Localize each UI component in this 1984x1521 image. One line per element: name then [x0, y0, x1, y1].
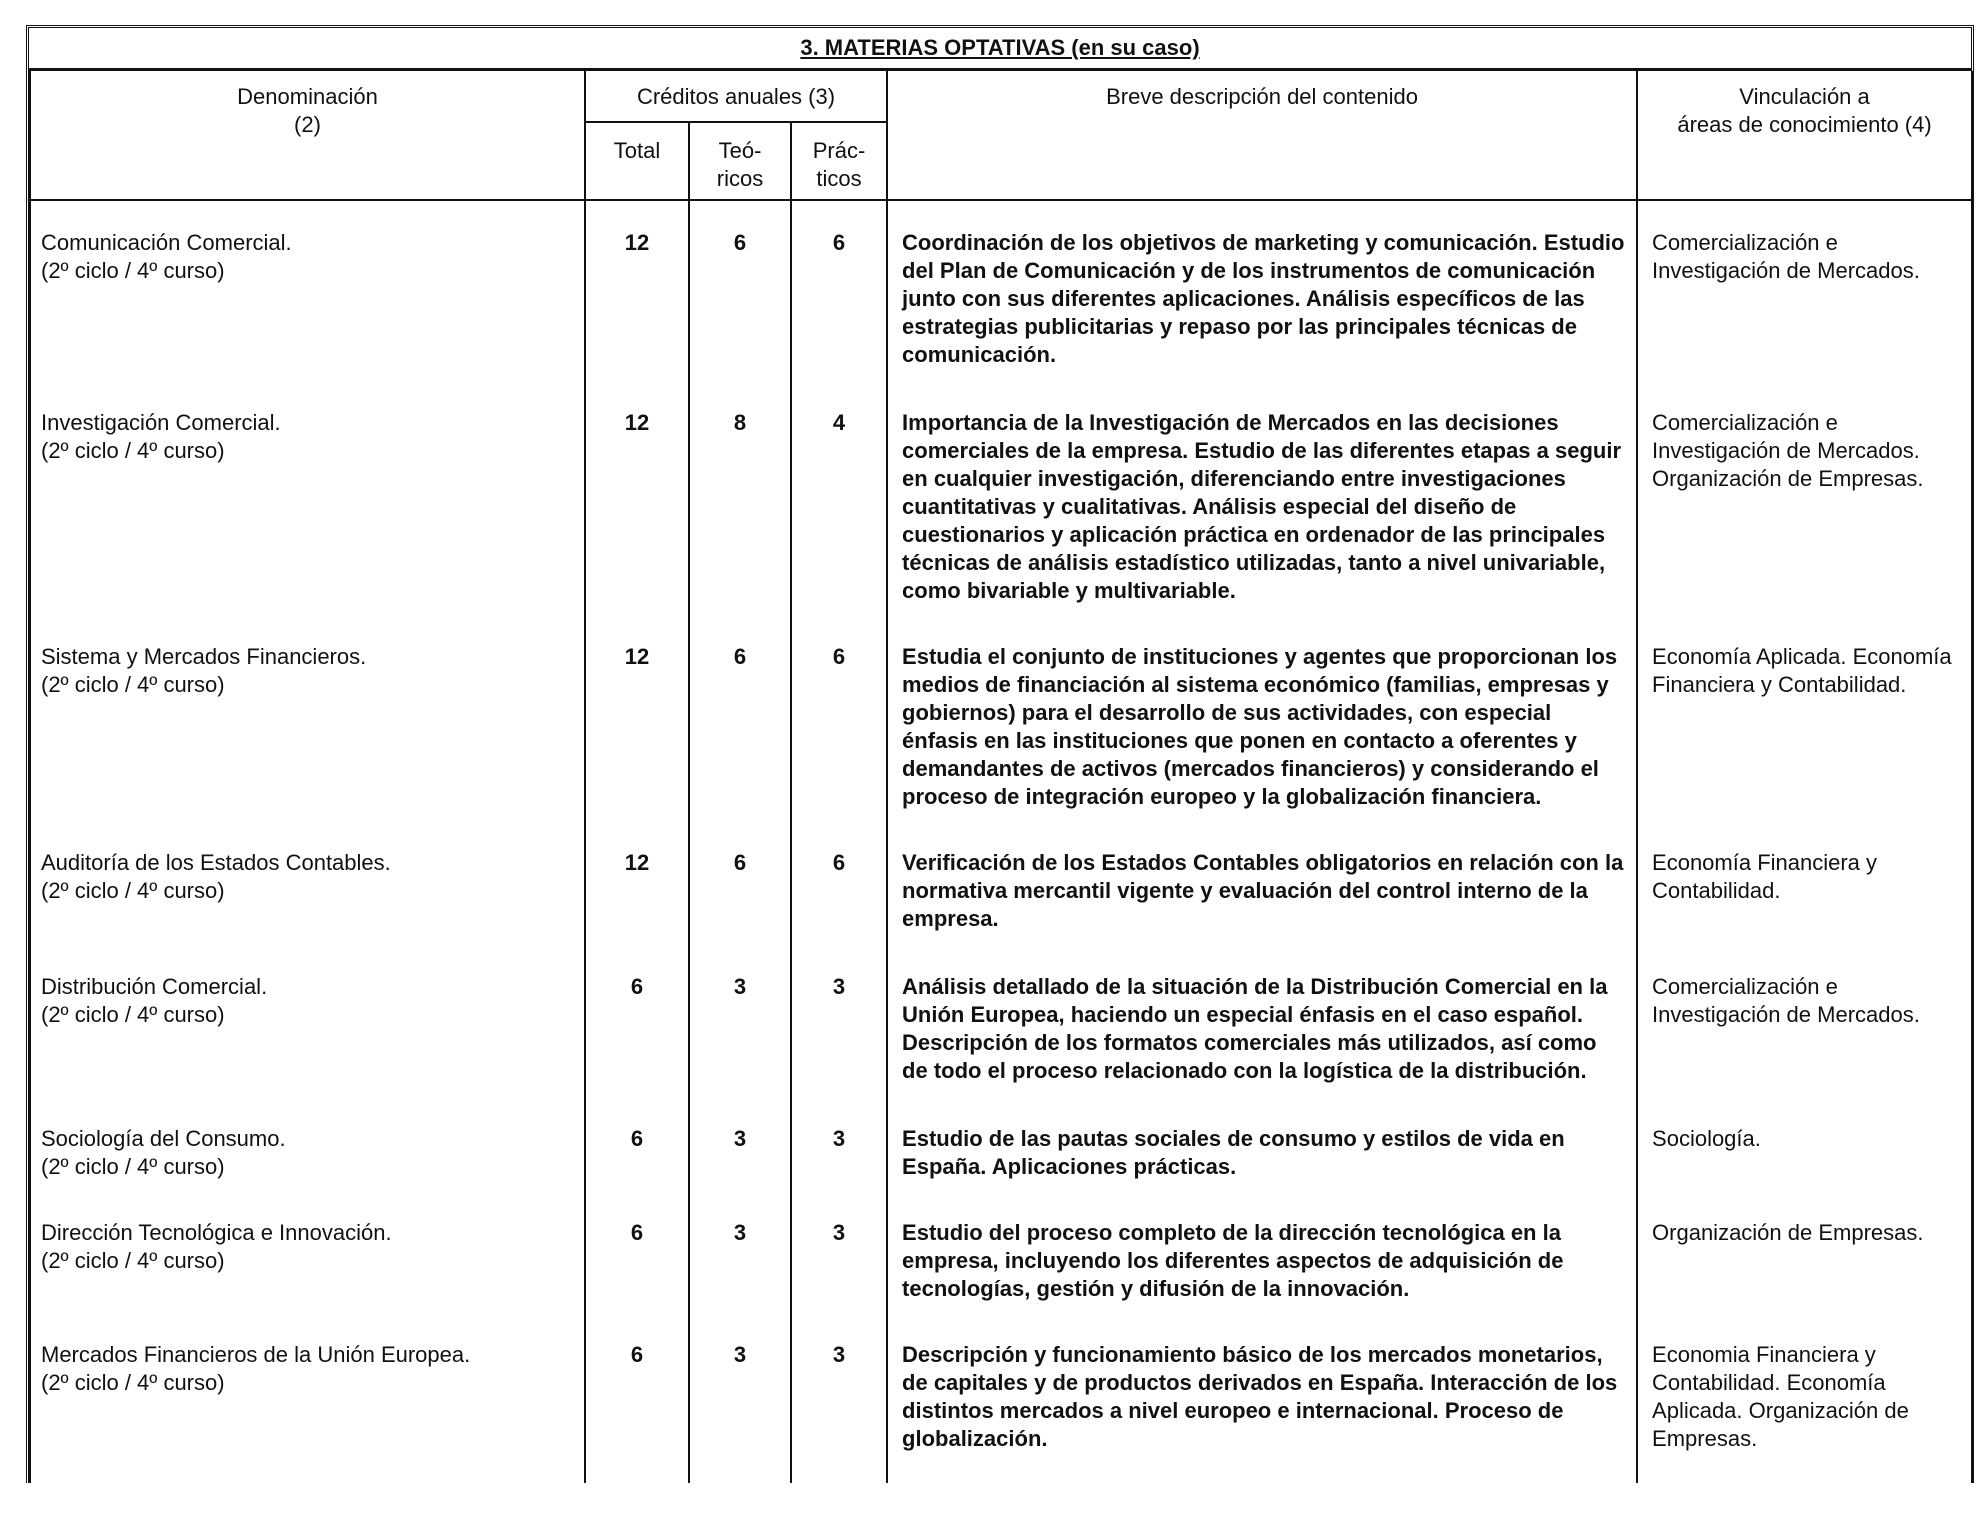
subject-cycle: (2º ciclo / 4º curso) — [41, 1002, 225, 1027]
subject-name: Comunicación Comercial. — [41, 230, 292, 255]
credits-total: 12 — [585, 409, 689, 605]
subject-cycle: (2º ciclo / 4º curso) — [41, 438, 225, 463]
credits-total: 6 — [585, 1219, 689, 1303]
row-spacer — [30, 823, 1972, 849]
credits-practicos: 6 — [791, 229, 887, 369]
subject-cycle: (2º ciclo / 4º curso) — [41, 258, 225, 283]
subject-name-cell — [30, 1125, 585, 1181]
row-spacer — [30, 617, 1972, 643]
credits-practicos: 4 — [791, 409, 887, 605]
credits-practicos: 3 — [791, 1219, 887, 1303]
section-title: 3. MATERIAS OPTATIVAS (en su caso) — [29, 28, 1971, 71]
credits-total: 12 — [585, 849, 689, 933]
subject-name: Sociología del Consumo. — [41, 1126, 286, 1151]
credits-teoricos: 6 — [689, 849, 791, 933]
credits-teoricos: 3 — [689, 973, 791, 1085]
subject-cycle: (2º ciclo / 4º curso) — [41, 1154, 225, 1179]
credits-practicos: 6 — [791, 849, 887, 933]
table-row — [30, 409, 1972, 605]
knowledge-area: Comercialización e Investigación de Mercados. Organización de Empresas. — [1637, 409, 1972, 605]
knowledge-area: Comercialización e Investigación de Mercados. — [1637, 973, 1972, 1085]
knowledge-area: Organización de Empresas. — [1637, 1219, 1972, 1303]
row-spacer — [30, 1181, 1972, 1193]
credits-total: 6 — [585, 973, 689, 1085]
subject-cycle: (2º ciclo / 4º curso) — [41, 878, 225, 903]
table-row — [30, 643, 1972, 811]
subject-name-cell — [30, 849, 585, 933]
credits-teoricos: 8 — [689, 409, 791, 605]
row-spacer — [30, 1453, 1972, 1483]
row-spacer — [30, 1303, 1972, 1315]
subject-cycle: (2º ciclo / 4º curso) — [41, 672, 225, 697]
subject-description: Estudia el conjunto de instituciones y agentes que proporcionan los medios de financiación al sistema económico (familias, empresas y gobiernos) para el desarrollo de sus actividades, con especial énfasis en las instituciones que ponen en contacto a oferentes y demandantes de activos (mercados financieros) y considerando el proceso de integración europeo y la globalización financiera. — [887, 643, 1637, 811]
subject-description: Estudio del proceso completo de la dirección tecnológica en la empresa, incluyendo los diferentes aspectos de adquisición de tecnologías, gestión y difusión de la innovación. — [887, 1219, 1637, 1303]
row-spacer — [30, 200, 1972, 229]
row-spacer — [30, 605, 1972, 617]
header-creditos: Créditos anuales (3) — [585, 71, 887, 122]
row-spacer — [30, 947, 1972, 973]
row-spacer — [30, 933, 1972, 947]
credits-teoricos: 3 — [689, 1341, 791, 1453]
header-practicos: Prác- ticos — [791, 122, 887, 200]
document-page — [26, 25, 1974, 1483]
knowledge-area: Economía Aplicada. Economía Financiera y Contabilidad. — [1637, 643, 1972, 811]
row-spacer — [30, 383, 1972, 409]
subject-description: Importancia de la Investigación de Mercados en las decisiones comerciales de la empresa. Estudio de las diferentes etapas a seguir en cualquier investigación, diferenciando entre investigaciones cuantitativas y cualitativas. Análisis especial del diseño de cuestionarios y aplicación práctica en ordenador de las principales técnicas de análisis estadístico utilizadas, tanto a nivel univariable, como bivariable y multivariable. — [887, 409, 1637, 605]
subject-name-cell — [30, 409, 585, 605]
subject-description: Análisis detallado de la situación de la Distribución Comercial en la Unión Europea, haciendo un especial énfasis en el caso español. Descripción de los formatos comerciales más utilizados, así como de todo el proceso relacionado con la logística de la distribución. — [887, 973, 1637, 1085]
credits-total: 6 — [585, 1341, 689, 1453]
credits-practicos: 6 — [791, 643, 887, 811]
header-denominacion: Denominación (2) — [30, 71, 585, 200]
subject-description: Coordinación de los objetivos de marketing y comunicación. Estudio del Plan de Comunicación y de los instrumentos de comunicación junto con sus diferentes aplicaciones. Análisis específicos de las estrategias publicitarias y repaso por las principales técnicas de comunicación. — [887, 229, 1637, 369]
credits-total: 12 — [585, 643, 689, 811]
header-teoricos: Teó- ricos — [689, 122, 791, 200]
table-row — [30, 1125, 1972, 1181]
row-spacer — [30, 811, 1972, 823]
subject-name: Investigación Comercial. — [41, 410, 281, 435]
credits-practicos: 3 — [791, 973, 887, 1085]
header-total: Total — [585, 122, 689, 200]
table-row — [30, 973, 1972, 1085]
table-row — [30, 229, 1972, 369]
knowledge-area: Economia Financiera y Contabilidad. Economía Aplicada. Organización de Empresas. — [1637, 1341, 1972, 1453]
subject-description: Verificación de los Estados Contables obligatorios en relación con la normativa mercantil vigente y evaluación del control interno de la empresa. — [887, 849, 1637, 933]
subject-name: Mercados Financieros de la Unión Europea. — [41, 1342, 471, 1367]
row-spacer — [30, 1099, 1972, 1125]
knowledge-area: Economía Financiera y Contabilidad. — [1637, 849, 1972, 933]
subject-name: Sistema y Mercados Financieros. — [41, 644, 367, 669]
subject-cycle: (2º ciclo / 4º curso) — [41, 1248, 225, 1273]
row-spacer — [30, 1085, 1972, 1099]
optional-subjects-table — [29, 71, 1973, 1483]
credits-total: 12 — [585, 229, 689, 369]
row-spacer — [30, 369, 1972, 383]
credits-teoricos: 6 — [689, 229, 791, 369]
table-row — [30, 1219, 1972, 1303]
header-vinculacion: Vinculación a áreas de conocimiento (4) — [1637, 71, 1972, 200]
subject-name-cell — [30, 1341, 585, 1453]
row-spacer — [30, 1315, 1972, 1341]
credits-teoricos: 3 — [689, 1125, 791, 1181]
credits-teoricos: 3 — [689, 1219, 791, 1303]
subject-name: Distribución Comercial. — [41, 974, 268, 999]
table-body — [30, 200, 1972, 1483]
table-row — [30, 1341, 1972, 1453]
table-frame — [26, 25, 1974, 1483]
table-row — [30, 849, 1972, 933]
subject-name-cell — [30, 229, 585, 369]
subject-description: Estudio de las pautas sociales de consumo y estilos de vida en España. Aplicaciones prácticas. — [887, 1125, 1637, 1181]
row-spacer — [30, 1193, 1972, 1219]
credits-practicos: 3 — [791, 1341, 887, 1453]
subject-cycle: (2º ciclo / 4º curso) — [41, 1370, 225, 1395]
subject-description: Descripción y funcionamiento básico de los mercados monetarios, de capitales y de productos derivados en España. Interacción de los distintos mercados a nivel europeo e internacional. Proceso de globalización. — [887, 1341, 1637, 1453]
header-descripcion: Breve descripción del contenido — [887, 71, 1637, 200]
subject-name-cell — [30, 973, 585, 1085]
subject-name: Auditoría de los Estados Contables. — [41, 850, 391, 875]
knowledge-area: Sociología. — [1637, 1125, 1972, 1181]
subject-name-cell — [30, 1219, 585, 1303]
credits-teoricos: 6 — [689, 643, 791, 811]
subject-name-cell — [30, 643, 585, 811]
credits-total: 6 — [585, 1125, 689, 1181]
subject-name: Dirección Tecnológica e Innovación. — [41, 1220, 392, 1245]
credits-practicos: 3 — [791, 1125, 887, 1181]
knowledge-area: Comercialización e Investigación de Mercados. — [1637, 229, 1972, 369]
